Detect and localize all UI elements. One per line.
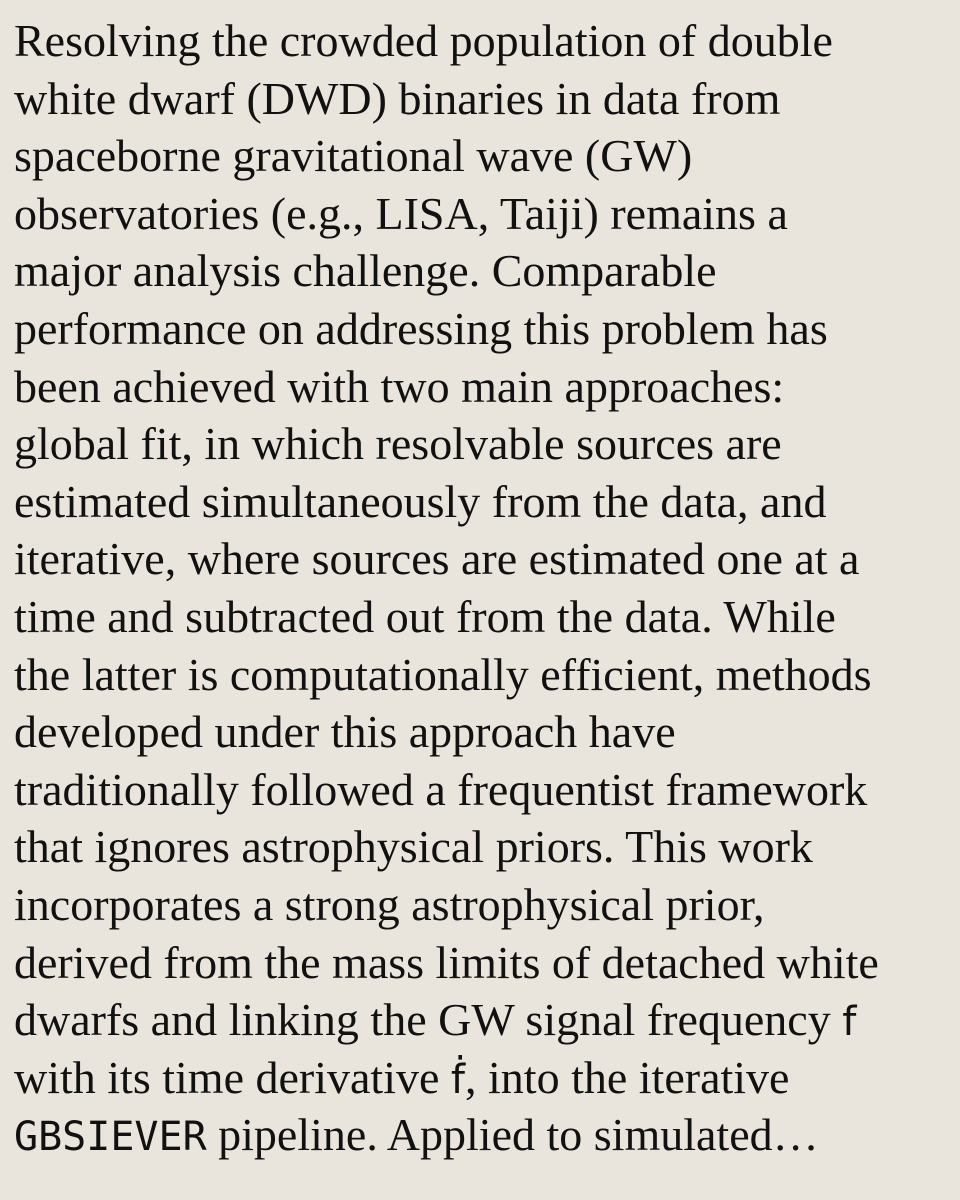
abstract-line: Resolving the crowded population of double [14,15,833,66]
abstract-line: time and subtracted out from the data. While [14,590,836,642]
abstract-line: global fit, in which resolvable sources are [14,418,782,470]
abstract-line: performance on addressing this problem has [14,302,828,354]
abstract-line: traditionally followed a frequentist framework [14,763,868,815]
abstract-line: spaceborne gravitational wave (GW) [14,130,693,182]
frequency-derivative-symbol: ḟ [450,1056,466,1103]
abstract-line: developed under this approach have [14,706,676,758]
line-text: dwarfs and linking the GW signal frequency [14,994,843,1046]
abstract-line: the latter is computationally efficient, methods [14,648,872,700]
abstract-line [14,991,932,1049]
abstract-line: major analysis challenge. Comparable [14,245,717,297]
line-text: pipeline. Applied to simulated… [206,1109,819,1161]
line-text: , into the iterative [465,1051,790,1103]
abstract-line: observatories (e.g., LISA, Taiji) remains a [14,187,788,239]
abstract-line: estimated simultaneously from the data, and [14,475,827,527]
abstract-line: derived from the mass limits of detached white [14,936,879,988]
abstract-line: white dwarf (DWD) binaries in data from [14,72,781,124]
abstract-line: been achieved with two main approaches: [14,360,785,412]
abstract-line: that ignores astrophysical priors. This work [14,821,813,873]
abstract-text [14,12,932,1164]
pipeline-name: GBSIEVER [14,1114,207,1161]
abstract-line: incorporates a strong astrophysical prior, [14,878,765,930]
frequency-symbol: f [842,999,857,1046]
abstract-line [14,1049,932,1107]
abstract-line [14,1106,932,1164]
abstract-line: iterative, where sources are estimated one at a [14,533,860,585]
line-text: with its time derivative [14,1051,451,1103]
